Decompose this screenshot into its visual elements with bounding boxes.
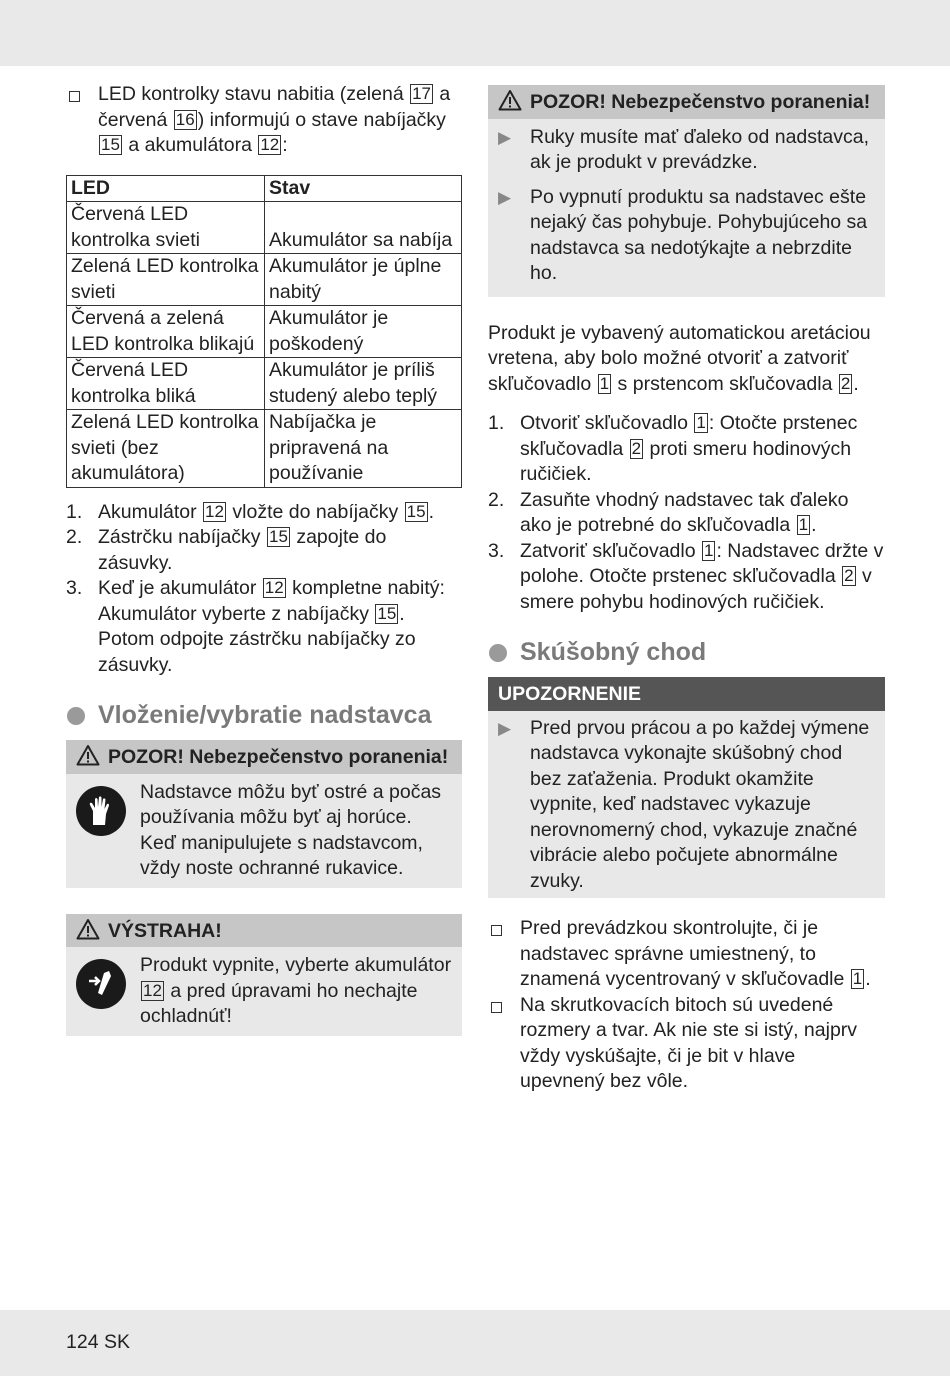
led-intro: LED kontrolky stavu nabitia (zelená 17 a červená 16 ) informujú o stave nabíjačky 15 a akumulátora 12 : <box>66 82 462 159</box>
caution-heading: POZOR! Nebezpečenstvo poranenia! <box>66 740 462 774</box>
page-number: 124 SK <box>66 1331 130 1353</box>
section-title-test-run: Skúšobný chod <box>488 637 885 667</box>
header-band <box>0 0 950 66</box>
table-cell: Akumulátor je úplne nabitý <box>265 254 462 306</box>
list-item: 1. Otvoriť skľučovadlo 1 : Otočte prstenec skľučovadla 2 proti smeru hodinových ručičiek. <box>488 412 858 485</box>
battery-warning-text: Produkt vypnite, vyberte akumulátor 12 a pred úpravami ho nechajte ochladnúť! <box>140 954 452 1027</box>
warning-box <box>66 914 462 1036</box>
table-row <box>67 202 462 254</box>
table-row <box>67 358 462 410</box>
table-cell: Zelená LED kontrolka svieti (bez akumulátora) <box>67 410 265 488</box>
arrow-bullet-icon: ▶ <box>498 127 512 147</box>
table-row <box>67 410 462 488</box>
table-cell: Akumulátor je poškodený <box>265 306 462 358</box>
chuck-steps <box>488 411 885 615</box>
table-row <box>67 254 462 306</box>
gloves-icon <box>76 786 126 836</box>
list-item: 3. Zatvoriť skľučovadlo 1 : Nadstavec držte v polohe. Otočte prstenec skľučovadla 2 v smere pohybu hodinových ručičiek. <box>488 539 884 613</box>
warning-heading: VÝSTRAHA! <box>66 914 462 948</box>
warning-triangle-icon <box>498 89 522 111</box>
spindle-lock-paragraph: Produkt je vybavený automatickou aretáciou vretena, aby bolo možné otvoriť a zatvoriť skľučovadlo 1 s prstencom skľučovadla 2 . <box>488 321 871 395</box>
check-item: Pred prevádzkou skontrolujte, či je nadstavec správne umiestnený, to znamená vycentrovaný v skľučovadle 1 . <box>488 916 885 993</box>
remove-battery-icon <box>76 959 126 1009</box>
gloves-warning-text: Nadstavce môžu byť ostré a počas používania môžu byť aj horúce. Keď manipulujete s nadstavcom, vždy noste ochranné rukavice. <box>140 780 442 879</box>
list-item: 2. Zasuňte vhodný nadstavec tak ďaleko ako je potrebné do skľučovadla 1 . <box>488 488 849 536</box>
col-header-led: LED <box>67 175 265 202</box>
warning-triangle-icon <box>76 744 100 766</box>
footer-band <box>0 1310 950 1376</box>
bullet-dot-icon <box>67 707 85 725</box>
list-item: 1. Akumulátor 12 vložte do nabíjačky 15 . <box>66 500 434 523</box>
table-header-row <box>67 175 462 202</box>
arrow-bullet-icon: ▶ <box>498 187 512 207</box>
caution-box <box>488 85 885 297</box>
list-item: ▶ Po vypnutí produktu sa nadstavec ešte nejaký čas pohybuje. Pohybujúceho sa nadstavca sa nedotýkajte a nebrzdite ho. <box>498 185 868 284</box>
caution-box <box>66 740 462 888</box>
caution-heading: POZOR! Nebezpečenstvo poranenia! <box>488 85 885 119</box>
section-title-insert-bit: Vloženie/vybratie nadstavca <box>66 700 462 730</box>
warning-triangle-icon <box>76 918 100 940</box>
table-cell: Červená a zelená LED kontrolka blikajú <box>67 306 265 358</box>
notice-box <box>488 677 885 898</box>
list-item: ▶ Ruky musíte mať ďaleko od nadstavca, ak je produkt v prevádzke. <box>498 125 870 173</box>
table-cell: Červená LED kontrolka svieti <box>67 202 265 254</box>
charging-steps <box>66 500 462 679</box>
list-item: ▶ Pred prvou prácou a po každej výmene nadstavca vykonajte skúšobný chod bez zaťaženia. Produkt okamžite vypnite, keď nadstavec vykazuje nerovnomerný chod, vykazuje značné vibrácie alebo počujete abnormálne zvuky. <box>498 716 870 892</box>
left-column <box>66 82 462 1036</box>
table-cell: Zelená LED kontrolka svieti <box>67 254 265 306</box>
list-item: 2. Zástrčku nabíjačky 15 zapojte do zásuvky. <box>66 526 387 574</box>
check-item: Na skrutkovacích bitoch sú uvedené rozmery a tvar. Ak nie ste si istý, najprv vždy vyskúšajte, či je bit v hlave upevnený bez vôle. <box>488 993 885 1095</box>
bullet-dot-icon <box>489 644 507 662</box>
led-status-table <box>66 175 462 488</box>
table-cell: Akumulátor sa nabíja <box>265 202 462 254</box>
table-row <box>67 306 462 358</box>
notice-heading: UPOZORNENIE <box>488 677 885 711</box>
arrow-bullet-icon: ▶ <box>498 718 512 738</box>
list-item: 3. Keď je akumulátor 12 kompletne nabitý: Akumulátor vyberte z nabíjačky 15 . Potom odpojte zástrčku nabíjačky zo zásuvky. <box>66 577 445 676</box>
col-header-stav: Stav <box>265 175 462 202</box>
table-cell: Akumulátor je príliš studený alebo teplý <box>265 358 462 410</box>
table-cell: Nabíjačka je pripravená na používanie <box>265 410 462 488</box>
right-column <box>488 85 885 1095</box>
table-cell: Červená LED kontrolka bliká <box>67 358 265 410</box>
